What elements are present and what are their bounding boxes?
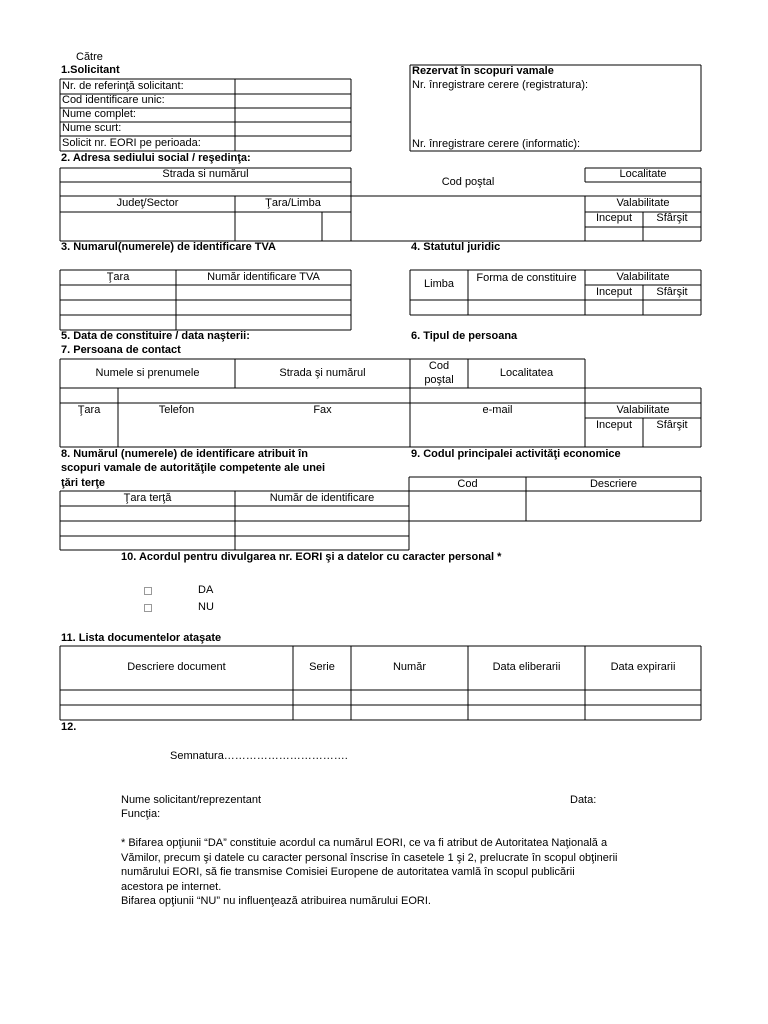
short-name-label: Nume scurt: xyxy=(62,122,122,134)
contact-country-header: Ţara xyxy=(77,404,101,416)
role-label: Funcţia: xyxy=(121,808,161,820)
section-4-title: 4. Statutul juridic xyxy=(411,241,501,253)
applicant-name-label: Nume solicitant/reprezentant xyxy=(121,794,262,806)
section-7-title: 7. Persoana de contact xyxy=(61,344,181,356)
third-country-id-header: Număr de identificare xyxy=(269,492,375,504)
doc-number-header: Număr xyxy=(392,661,426,673)
legal-validity-header: Valabilitate xyxy=(616,271,670,283)
contact-end-header: Sfârşit xyxy=(656,419,688,431)
legal-language-header: Limba xyxy=(424,278,454,290)
section-3-title: 3. Numarul(numerele) de identificare TVA xyxy=(61,241,276,253)
doc-series-header: Serie xyxy=(309,661,335,673)
contact-name-header: Numele si prenumele xyxy=(95,367,200,379)
section-9-title: 9. Codul principalei activităţi economice xyxy=(411,448,621,460)
contact-fax-header: Fax xyxy=(313,404,332,416)
contact-locality-header: Localitatea xyxy=(499,367,554,379)
section-1-title: 1.Solicitant xyxy=(61,64,120,76)
contact-validity-header: Valabilitate xyxy=(616,404,670,416)
section-8-title-line-3: ţări terţe xyxy=(61,477,106,489)
full-name-label: Nume complet: xyxy=(62,108,136,120)
address-start-header: Inceput xyxy=(595,212,633,224)
footnote-line-3: numărului EORI, să fie transmise Comisiei Europene de autoritatea vamlă în scopul publicării xyxy=(121,866,575,878)
section-6-title: 6. Tipul de persoana xyxy=(411,330,518,342)
footnote-line-5: Bifarea opţiunii “NU” nu influenţează atribuirea numărului EORI. xyxy=(121,895,431,907)
county-header: Judeţ/Sector xyxy=(116,197,179,209)
legal-form-header: Forma de constituire xyxy=(476,272,577,284)
doc-expiry-date-header: Data expirarii xyxy=(610,661,676,673)
applicant-reference-label: Nr. de referinţă solicitant: xyxy=(62,80,184,92)
contact-postal-header: Cod poştal xyxy=(424,360,454,386)
registry-number-label: Nr. înregistrare cerere (registratura): xyxy=(412,79,589,91)
footnote-line-1: * Bifarea opţiunii “DA” constituie acordul ca numărul EORI, ce va fi atribut de Autoritatea Naţională a xyxy=(121,837,608,849)
third-country-table-lines xyxy=(60,477,409,550)
documents-table-lines xyxy=(60,646,701,720)
signature-line: Semnatura……………………………. xyxy=(170,750,348,762)
doc-description-header: Descriere document xyxy=(127,661,226,673)
section-8-title-line-1: 8. Numărul (numerele) de identificare atribuit în xyxy=(61,448,308,460)
postal-code-header: Cod poştal xyxy=(441,176,495,188)
country-language-header: Ţara/Limba xyxy=(265,197,321,209)
footnote-line-2: Vămilor, precum şi datele cu caracter personal înscrise în casetele 1 şi 2, prelucrate în scopul obţinerii xyxy=(121,852,618,864)
locality-header: Localitate xyxy=(619,168,667,180)
vat-country-header: Ţara xyxy=(106,271,130,283)
consent-yes-checkbox[interactable] xyxy=(144,587,152,595)
street-header: Strada si numărul xyxy=(162,168,249,180)
doc-issue-date-header: Data eliberarii xyxy=(492,661,561,673)
contact-start-header: Inceput xyxy=(595,419,633,431)
legal-start-header: Inceput xyxy=(595,286,633,298)
customs-reserved-title: Rezervat în scopuri vamale xyxy=(412,65,554,77)
eori-period-label: Solicit nr. EORI pe perioada: xyxy=(62,137,201,149)
section-12-title: 12. xyxy=(61,721,77,733)
contact-email-header: e-mail xyxy=(482,404,513,416)
it-registration-label: Nr. înregistrare cerere (informatic): xyxy=(412,138,581,150)
third-country-header: Ţara terţă xyxy=(123,492,172,504)
section-5-title: 5. Data de constituire / data naşterii: xyxy=(61,330,250,342)
legal-end-header: Sfârşit xyxy=(656,286,688,298)
section-8-title-line-2: scopuri vamale de autorităţile competente ale unei xyxy=(61,462,326,474)
consent-no-label: NU xyxy=(198,601,214,613)
unique-id-label: Cod identificare unic: xyxy=(62,94,165,106)
vat-number-header: Număr identificare TVA xyxy=(207,271,320,283)
section-2-title: 2. Adresa sediului social / reşedinţa: xyxy=(61,152,251,164)
section-10-title: 10. Acordul pentru divulgarea nr. EORI şi a datelor cu caracter personal * xyxy=(121,551,502,563)
date-label: Data: xyxy=(570,794,597,806)
activity-code-header: Cod xyxy=(457,478,478,490)
contact-street-header: Strada şi numărul xyxy=(279,367,366,379)
consent-yes-label: DA xyxy=(198,584,214,596)
section-11-title: 11. Lista documentelor ataşate xyxy=(61,632,222,644)
address-end-header: Sfârşit xyxy=(656,212,688,224)
contact-phone-header: Telefon xyxy=(158,404,195,416)
addressee-label: Către xyxy=(76,51,103,63)
footnote-line-4: acestora pe internet. xyxy=(121,881,222,893)
activity-description-header: Descriere xyxy=(589,478,638,490)
consent-no-checkbox[interactable] xyxy=(144,604,152,612)
address-validity-header: Valabilitate xyxy=(616,197,670,209)
